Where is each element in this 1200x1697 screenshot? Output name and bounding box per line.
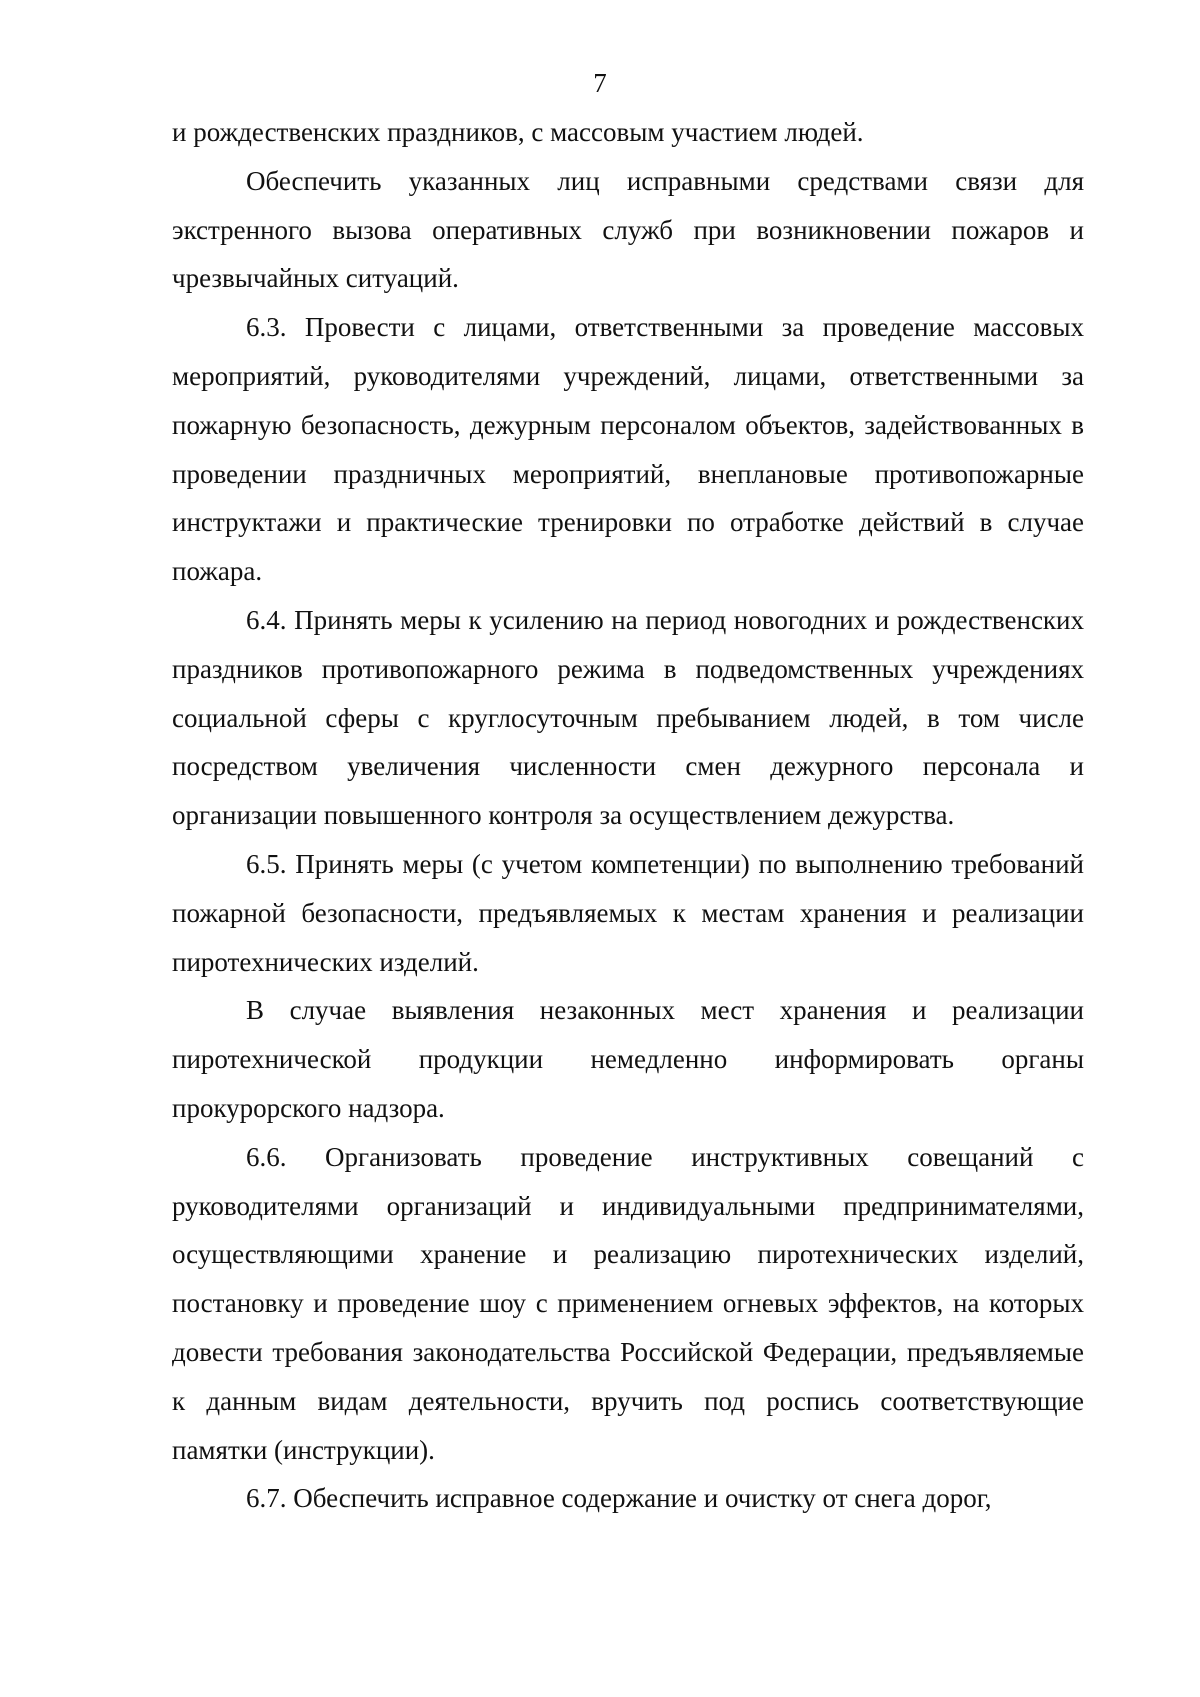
- paragraph-communication-means: Обеспечить указанных лиц исправными средствами связи для экстренного вызова оперативных служб при возникновении пожаров и чрезвычайных ситуаций.: [172, 165, 1084, 294]
- document-body: [172, 108, 1084, 1523]
- paragraph-illegal-storage: В случае выявления незаконных мест хранения и реализации пиротехнической продукции немедленно информировать органы прокурорского надзора.: [172, 995, 1084, 1123]
- paragraph-6-6: 6.6. Организовать проведение инструктивных совещаний с руководителями организаций и индивидуальными предпринимателями, осуществляющими хранение и реализацию пиротехнических изделий, постановку и проведение шоу с применением огневых эффектов, на которых довести требования законодательства Российской Федерации, предъявляемые к данным видам деятельности, вручить под роспись соответствующие памятки (инструкции).: [172, 1141, 1084, 1465]
- page-number: 7: [593, 68, 607, 98]
- paragraph-6-4: 6.4. Принять меры к усилению на период новогодних и рождественских праздников противопожарного режима в подведомственных учреждениях социальной сферы с круглосуточным пребыванием людей, в том числе посредством увеличения численности смен дежурного персонала и организации повышенного контроля за осуществлением дежурства.: [172, 604, 1084, 831]
- paragraph-6-7: 6.7. Обеспечить исправное содержание и очистку от снега дорог,: [246, 1483, 992, 1514]
- paragraph-continuation: и рождественских праздников, с массовым участием людей.: [172, 117, 864, 147]
- paragraph-6-5: 6.5. Принять меры (с учетом компетенции) по выполнению требований пожарной безопасности, предъявляемых к местам хранения и реализации пиротехнических изделий.: [172, 848, 1084, 977]
- paragraph-6-3: 6.3. Провести с лицами, ответственными за проведение массовых мероприятий, руководителями учреждений, лицами, ответственными за пожарную безопасность, дежурным персоналом объектов, задействованных в проведении праздничных мероприятий, внеплановые противопожарные инструктажи и практические тренировки по отработке действий в случае пожара.: [172, 312, 1084, 587]
